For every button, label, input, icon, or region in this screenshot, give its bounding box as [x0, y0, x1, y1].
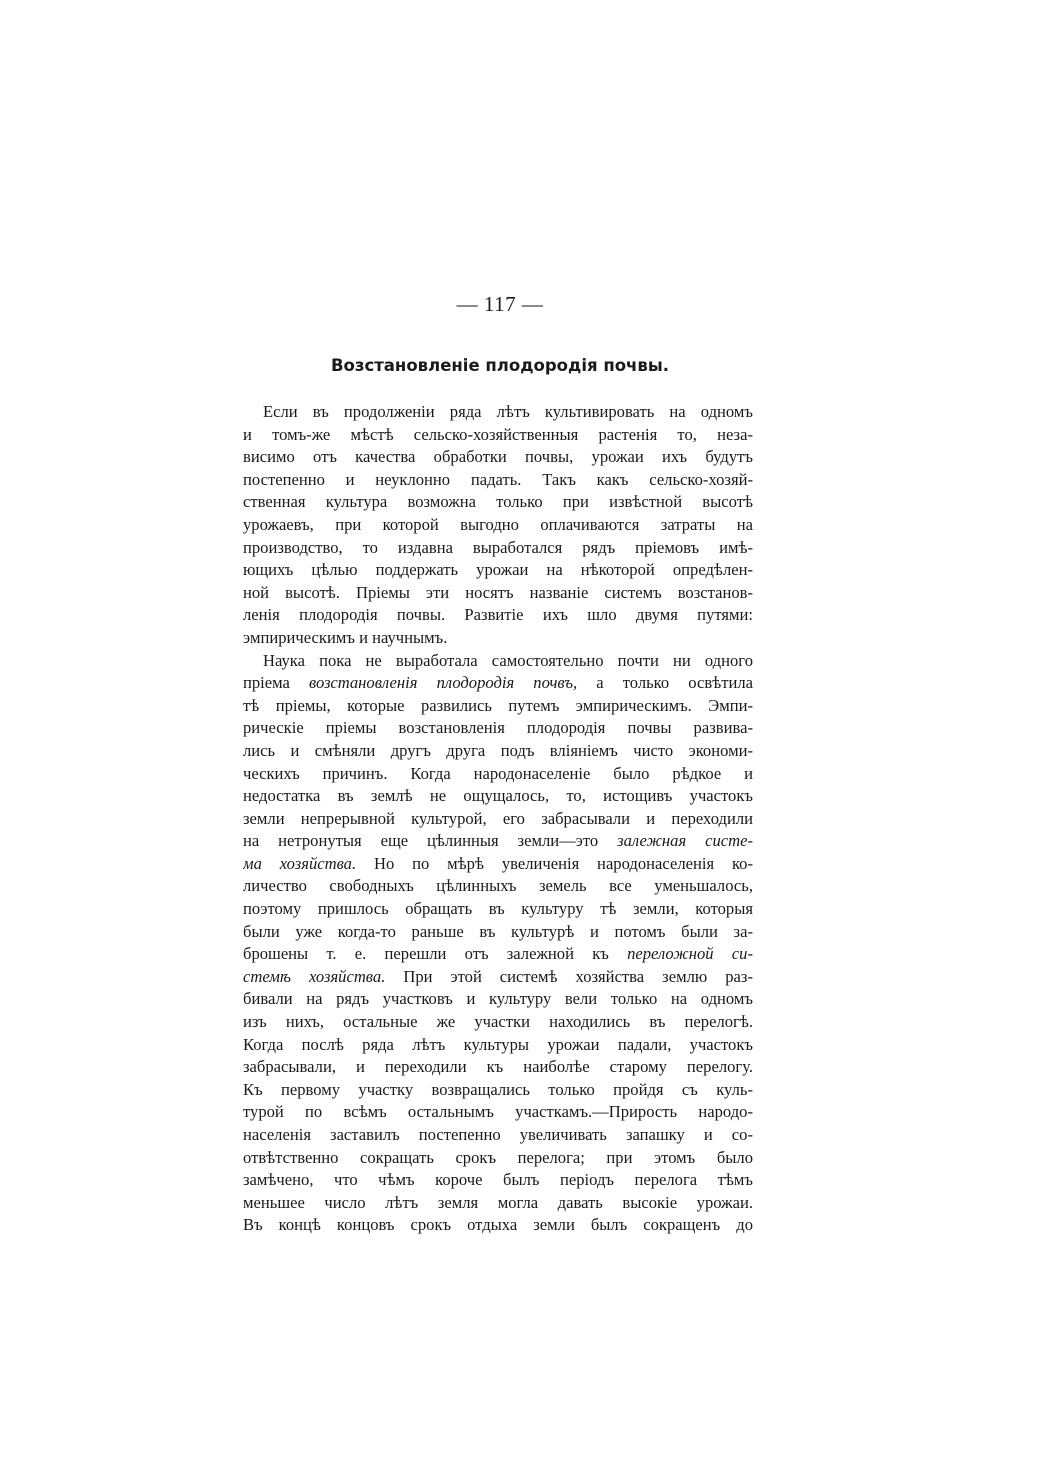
text-line-mixed: [243, 966, 753, 989]
text-line: ной высотѣ. Пріемы эти носятъ названіе системъ возстанов-: [243, 582, 753, 602]
text-line: производство, то издавна выработался рядъ пріемовъ имѣ-: [243, 537, 753, 557]
text-span: на нетронутыя еще цѣлинныя земли—это: [243, 831, 599, 851]
text-line: постепенно и неуклонно падать. Такъ какъ сельско-хозяй-: [243, 469, 753, 489]
text-line: рическіе пріемы возстановленія плодородія почвы развива-: [243, 718, 753, 738]
italic-term: ма хозяйства.: [243, 853, 357, 873]
text-line-mixed: [243, 672, 753, 695]
page-number: — 117 —: [456, 292, 544, 316]
text-line: замѣчено, что чѣмъ короче былъ періодъ перелога тѣмъ: [243, 1170, 753, 1190]
text-span: а только освѣтила: [596, 673, 753, 693]
text-line: Наука пока не выработала самостоятельно почти ни одного: [263, 650, 753, 670]
text-line: ческихъ причинъ. Когда народонаселеніе было рѣдкое и: [243, 763, 753, 783]
text-line: населенія заставилъ постепенно увеличивать запашку и со-: [243, 1125, 753, 1144]
italic-term: возстановленія плодородія почвъ,: [309, 673, 578, 693]
text-line: Когда послѣ ряда лѣтъ культуры урожаи падали, участокъ: [243, 1034, 753, 1054]
text-span: Но по мѣрѣ увеличенія народонаселенія ко-: [374, 853, 753, 873]
text-line: Въ концѣ концовъ срокъ отдыха земли былъ сокращенъ до: [243, 1215, 753, 1235]
text-line-mixed: [243, 853, 753, 876]
text-line: отвѣтственно сокращать срокъ перелога; при этомъ было: [243, 1147, 753, 1167]
text-line: ленія плодородія почвы. Развитіе ихъ шло двумя путями:: [243, 605, 753, 625]
text-line: и томъ-же мѣстѣ сельско-хозяйственныя растенія то, неза-: [243, 424, 753, 444]
text-line: были уже когда-то раньше въ культурѣ и потомъ были за-: [243, 921, 753, 941]
text-line: бивали на рядъ участковъ и культуру вели только на одномъ: [243, 989, 753, 1009]
text-span: пріема: [243, 673, 290, 693]
text-line: Къ первому участку возвращались только пройдя съ куль-: [243, 1079, 753, 1099]
text-line: турой по всѣмъ остальнымъ участкамъ.—Прирость народо-: [243, 1102, 753, 1122]
section-heading: Возстановленіе плодородія почвы.: [330, 356, 670, 375]
italic-term: стемѣ хозяйства.: [243, 966, 386, 986]
text-line: ственная культура возможна только при извѣстной высотѣ: [243, 492, 753, 512]
text-line-mixed: [243, 943, 753, 966]
text-line: Если въ продолженіи ряда лѣтъ культивировать на одномъ: [263, 402, 753, 421]
text-line: земли непрерывной культурой, его забрасывали и переходили: [243, 808, 753, 828]
text-line-mixed: [243, 830, 753, 853]
italic-term: переложной си-: [627, 944, 753, 964]
italic-term: залежная систе-: [617, 831, 753, 851]
text-line: поэтому пришлось обращать въ культуру тѣ земли, которыя: [243, 899, 753, 919]
text-line: недостатка въ землѣ не ощущалось, то, истощивъ участокъ: [243, 786, 753, 806]
text-line: меньшее число лѣтъ земля могла давать высокіе урожаи.: [243, 1192, 753, 1212]
text-span: брошены т. е. перешли отъ залежной къ: [243, 944, 609, 964]
text-line: урожаевъ, при которой выгодно оплачиваются затраты на: [243, 514, 753, 534]
text-line: личество свободныхъ цѣлинныхъ земель все уменьшалось,: [243, 876, 753, 896]
text-line: изъ нихъ, остальные же участки находились въ перелогѣ.: [243, 1012, 753, 1032]
body-text: [243, 401, 753, 1237]
text-line: ющихъ цѣлью поддержать урожаи на нѣкоторой опредѣлен-: [243, 560, 753, 580]
text-line: забрасывали, и переходили къ наиболѣе старому перелогу.: [243, 1057, 753, 1077]
text-line: эмпирическимъ и научнымъ.: [243, 627, 448, 647]
text-line: лись и смѣняли другъ друга подъ вліяніемъ чисто экономи-: [243, 740, 753, 760]
text-line: висимо отъ качества обработки почвы, урожаи ихъ будутъ: [243, 447, 753, 467]
text-span: При этой системѣ хозяйства землю раз-: [403, 966, 753, 986]
text-line: тѣ пріемы, которые развились путемъ эмпирическимъ. Эмпи-: [243, 695, 753, 715]
